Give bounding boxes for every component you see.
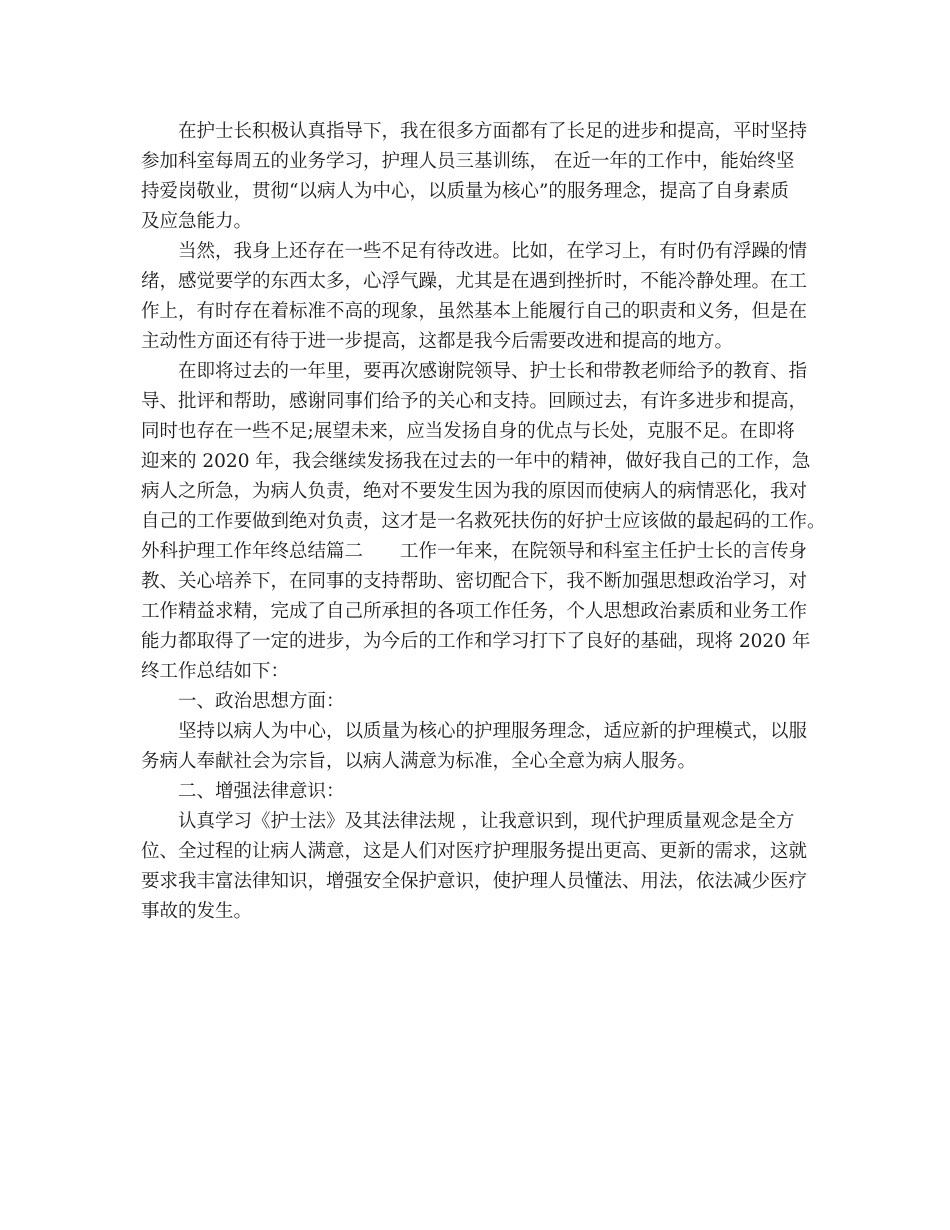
text-line: 坚持以病人为中心，以质量为核心的护理服务理念，适应新的护理模式，以服 [141,721,808,742]
text-line: 主动性方面还有待于进一步提高，这都是我今后需要改进和提高的地方。 [141,331,734,352]
text-line: 同时也存在一些不足;展望未来，应当发扬自身的优点与长处，克服不足。在即将 [141,421,795,442]
text-line: 持爱岗敬业，贯彻“以病人为中心，以质量为核心”的服务理念，提高了自身素质 [141,181,789,202]
section-heading: 二、增强法律意识： [141,781,345,802]
text-line: 迎来的 2020 年，我会继续发扬我在过去的一年中的精神，做好我自己的工作，急 [141,451,811,472]
section-heading: 一、政治思想方面： [141,691,345,712]
text-line: 认真学习《护士法》及其法律法规 ，让我意识到，现代护理质量观念是全方 [141,811,795,832]
text-line: 在即将过去的一年里，要再次感谢院领导、护士长和带教老师给予的教育、指 [141,361,808,382]
text-line: 位、全过程的让病人满意，这是人们对医疗护理服务提出更高、更新的需求，这就 [141,841,808,862]
text-line: 作上，有时存在着标准不高的现象，虽然基本上能履行自己的职责和义务，但是在 [141,301,808,322]
text-line: 工作精益求精，完成了自己所承担的各项工作任务，个人思想政治素质和业务工作 [141,601,808,622]
text-line: 务病人奉献社会为宗旨，以病人满意为标准，全心全意为病人服务。 [141,751,697,772]
text-line: 参加科室每周五的业务学习，护理人员三基训练， 在近一年的工作中，能始终坚 [141,151,795,172]
text-line: 事故的发生。 [141,901,253,922]
text-line: 要求我丰富法律知识，增强安全保护意识，使护理人员懂法、用法，依法减少医疗 [141,871,808,892]
text-line: 终工作总结如下： [141,661,290,682]
text-line: 自己的工作要做到绝对负责，这才是一名救死扶伤的好护士应该做的最起码的工作。 [141,511,826,532]
text-line: 导、批评和帮助，感谢同事们给予的关心和支持。回顾过去，有许多进步和提高， [141,391,808,412]
text-line: 能力都取得了一定的进步，为今后的工作和学习打下了良好的基础，现将 2020 年 [141,631,811,652]
text-line: 当然，我身上还存在一些不足有待改进。比如，在学习上，有时仍有浮躁的情 [141,241,808,262]
text-line: 教、关心培养下，在同事的支持帮助、密切配合下，我不断加强思想政治学习，对 [141,571,808,592]
text-line: 病人之所急，为病人负责，绝对不要发生因为我的原因而使病人的病情恶化，我对 [141,481,808,502]
text-line: 绪，感觉要学的东西太多，心浮气躁，尤其是在遇到挫折时，不能冷静处理。在工 [141,271,808,292]
text-line: 外科护理工作年终总结篇二 工作一年来，在院领导和科室主任护士长的言传身 [141,541,808,562]
text-line: 在护士长积极认真指导下，我在很多方面都有了长足的进步和提高，平时坚持 [141,121,808,142]
text-line: 及应急能力。 [141,211,253,232]
